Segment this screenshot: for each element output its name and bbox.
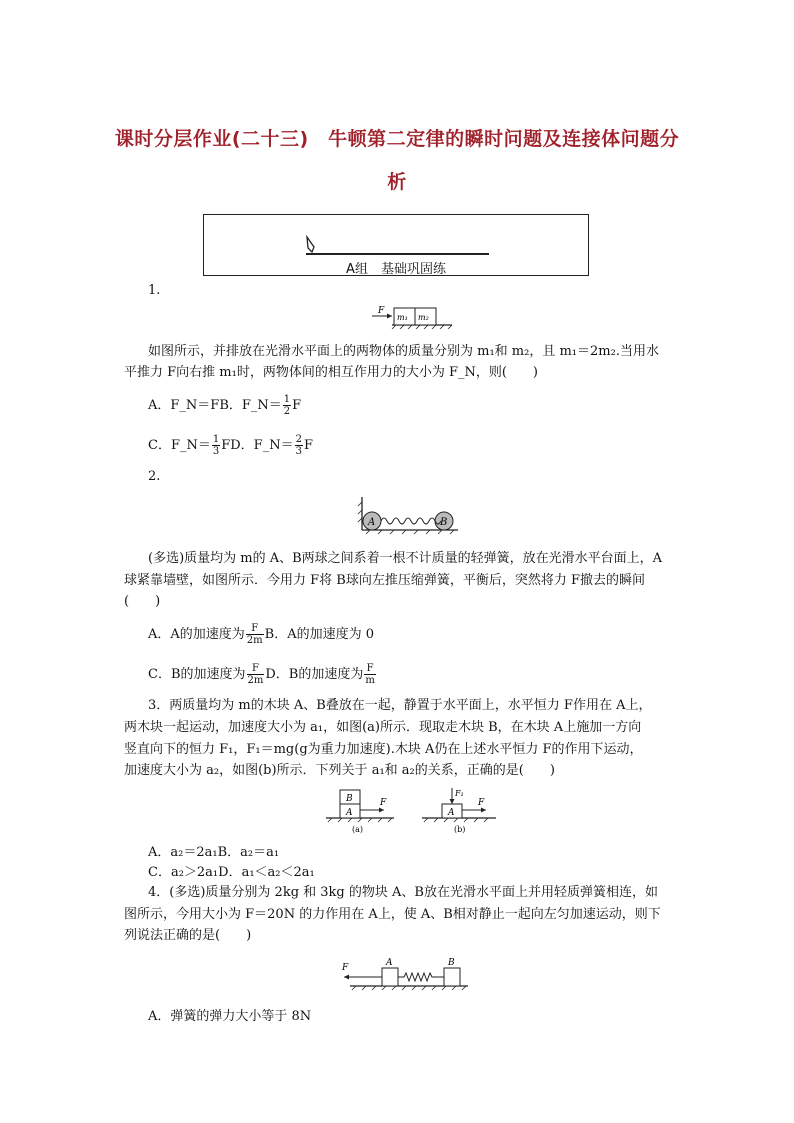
q2-number: 2.: [148, 469, 161, 484]
q2-figure: [356, 494, 460, 536]
q4-stem-line1: 4．(多选)质量分别为 2kg 和 3kg 的物块 A、B放在光滑水平面上并用轻质弹簧相连，如: [148, 885, 658, 900]
q3-figure-a: [324, 786, 396, 836]
q1-figure: [370, 303, 454, 329]
q2-option-d[interactable]: D．B的加速度为 $\frac{F}{m}$: [265, 663, 375, 686]
q3-option-b[interactable]: B．a₂＝a₁: [217, 845, 280, 860]
q3-option-c[interactable]: C．a₂＞2a₁: [148, 865, 219, 880]
section-banner: [203, 214, 589, 276]
q2-options-cd: [148, 663, 377, 686]
section-label: A组 基础巩固练: [346, 262, 446, 277]
q2-ball-a-label: A: [368, 517, 376, 528]
q3-option-a[interactable]: A．a₂＝2a₁: [148, 845, 218, 860]
q1-option-a[interactable]: A．F_N＝F: [148, 398, 220, 413]
q2-options-ab: [148, 623, 374, 646]
q1-option-d[interactable]: D．F_N＝ $\frac{2}{3}$ F: [230, 434, 313, 457]
q2-ball-b-label: B: [440, 517, 448, 528]
q3-stem-line1: 3．两质量均为 m的木块 A、B叠放在一起，静置于水平面上，水平恒力 F作用在 A上，: [148, 698, 652, 713]
q3b-block-a: A: [448, 808, 455, 818]
q4-figure: [340, 952, 470, 994]
q4-block-a-label: A: [386, 958, 393, 968]
q3-options-ab: [148, 842, 279, 864]
q1-options-ab: [148, 394, 301, 417]
q2-option-b[interactable]: B．A的加速度为 0: [264, 627, 374, 642]
q4-option-a[interactable]: A．弹簧的弹力大小等于 8N: [148, 1009, 312, 1024]
q1-option-b[interactable]: B．F_N＝ $\frac{1}{2}$ F: [219, 394, 302, 417]
q3b-caption: (b): [454, 825, 466, 834]
q1-force-label: F: [378, 306, 385, 316]
q2-option-c[interactable]: C．B的加速度为 $\frac{F}{2m}$: [148, 663, 264, 686]
q1-stem-line2: 平推力 F向右推 m₁时，两物体间的相互作用力的大小为 F_N，则( ): [124, 365, 538, 380]
q4-stem-line2: 图所示，今用大小为 F＝20N 的力作用在 A上，使 A、B相对静止一起向左匀加速运动，则下: [124, 907, 661, 922]
q2-stem-line3: ( ): [124, 594, 161, 609]
q3a-force: F: [380, 798, 387, 808]
q2-option-a[interactable]: A．A的加速度为 $\frac{F}{2m}$: [148, 623, 263, 646]
q1-m1-label: m₁: [397, 313, 408, 322]
q1-option-c[interactable]: C．F_N＝ $\frac{1}{3}$ F: [148, 434, 231, 457]
q1-m2-label: m₂: [418, 313, 429, 322]
q2-stem-line1: (多选)质量均为 m的 A、B两球之间系着一根不计质量的轻弹簧，放在光滑水平台面上，A: [148, 551, 663, 566]
q3a-block-a: A: [346, 808, 353, 818]
q4-force-label: F: [342, 963, 349, 973]
pencil-icon: [304, 235, 320, 255]
q3-options-cd: [148, 862, 315, 884]
q2-stem-line2: 球紧靠墙壁，如图所示．今用力 F将 B球向左推压缩弹簧，平衡后，突然将力 F撤去的瞬间: [124, 573, 645, 588]
q3-figure-b: [420, 786, 498, 836]
q3-stem-line4: 加速度大小为 a₂，如图(b)所示．下列关于 a₁和 a₂的关系，正确的是( ): [124, 763, 555, 778]
q3-stem-line3: 竖直向下的恒力 F₁，F₁＝mg(g为重力加速度).木块 A仍在上述水平恒力 F的作用下运动，: [124, 742, 643, 757]
q3-option-d[interactable]: D．a₁＜a₂＜2a₁: [218, 865, 315, 880]
q4-stem-line3: 列说法正确的是( ): [124, 928, 252, 943]
page-title: 课时分层作业(二十三) 牛顿第二定律的瞬时问题及连接体问题分: [114, 128, 680, 150]
q3a-caption: (a): [352, 825, 364, 834]
q1-options-cd: [148, 434, 313, 457]
page-title-continued: 析: [387, 171, 407, 193]
q3-stem-line2: 两木块一起运动，加速度大小为 a₁，如图(a)所示．现取走木块 B，在木块 A上施加一方向: [124, 720, 642, 735]
q3b-f1-label: F₁: [455, 789, 464, 798]
q3b-force: F: [478, 798, 485, 808]
banner-rule: [306, 253, 489, 255]
q4-block-b-label: B: [448, 958, 455, 968]
q3a-block-b: B: [346, 794, 353, 804]
q1-number: 1.: [148, 283, 161, 298]
q1-stem-line1: 如图所示，并排放在光滑水平面上的两物体的质量分别为 m₁和 m₂，且 m₁＝2m₂.当用水: [148, 344, 659, 359]
